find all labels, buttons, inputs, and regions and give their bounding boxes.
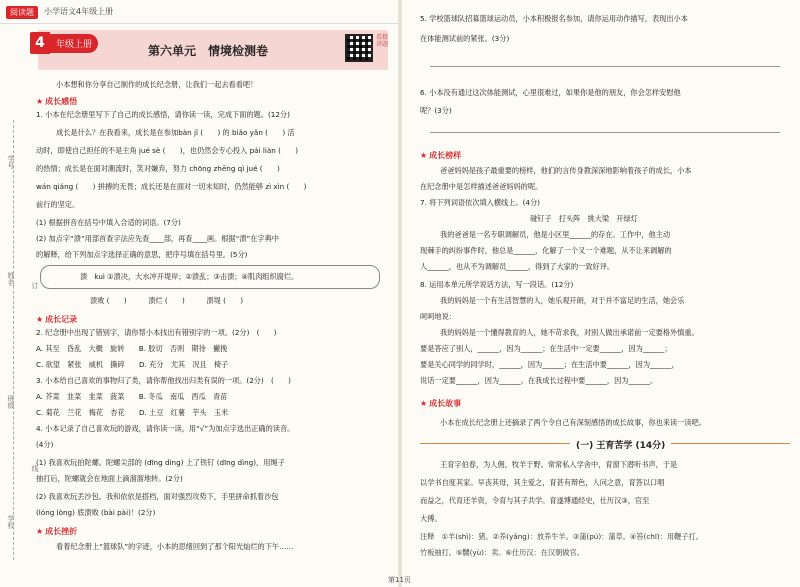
answer-blanks[interactable]: 溃败 ( ) 溃烂 ( ) 溃堤 ( ) — [90, 296, 244, 305]
question-line: (lóng lòng) 底溃败 (bài pài)！(2分) — [36, 508, 156, 517]
section-heading: ★ 成长记录 — [36, 314, 77, 325]
word-bank: 碰钉子 打头阵 挑大梁 开绿灯 — [530, 214, 638, 223]
passage-line: 呵呵地说： — [420, 312, 456, 321]
passage-line: 的热情；成长是在面对潮流时，笑对嫌弃，努力 chōng zhēng qì jué ( ) — [36, 164, 280, 173]
passage-line: 成长是什么？在我看来，成长是在参加bàn jǐ ( ) 的 biǎo yǎn ( ) 活 — [56, 128, 295, 137]
passage-line: 前行的坚定。 — [36, 200, 80, 209]
section-heading: ★ 成长挫折 — [36, 526, 77, 537]
passage-line: 在纪念册中是怎样描述爸爸妈妈的呢。 — [420, 182, 543, 191]
annotation-line: 注释 ①羊(shì)：猪。②养(yǎng)：放养牛羊。③蒲(pú)：蒲草。④笞(chī)：用鞭子打。 — [420, 532, 703, 541]
section-heading: ★ 成长故事 — [420, 398, 461, 409]
story-line: 而益之，代育还羊资，令育与其子共学。育遂博通经史，仕历汉③，官至 — [420, 496, 650, 505]
qr-code-icon[interactable] — [345, 34, 373, 62]
passage-line: 动时，即使自己担任的不是主角 jué sè ( )，也仍然会专心投入 pái liàn ( ) — [36, 146, 299, 155]
story-line: 以学书自度其家。早丧其母，其主爱之，育甚有辩色，人问之意，育答以口唱 — [420, 478, 665, 487]
passage-line: 小本在成长纪念册上还摘录了两个令自己有深刻感悟的成长故事，你也来读一读吧。 — [440, 418, 706, 427]
dictionary-entry: 溃 kuì ①溃决，大水冲开堤岸；②溃乱；③击溃；④肌肉组织腐烂。 — [80, 272, 299, 281]
question-line: 抽打后，陀螺就会在地面上滴溜溜地转。(2分) — [36, 474, 183, 483]
option-line: A. 其至 昏乱 大概 旋转 B. 胶切 否则 期待 撇挽 — [36, 344, 228, 353]
question-line: (2) 我喜欢玩丢沙包。我和依依是搭档，面对强烈攻势下，手里拼命抓着沙包 — [36, 492, 279, 501]
qr-note: 看精讲题 — [376, 34, 389, 48]
side-label-school: 学校 — [7, 515, 15, 529]
passage-line: 现棘手的纠纷事件时，他总是______，化解了一个又一个难题，从不让来调解的 — [420, 246, 672, 255]
passage-line: 说话一定要______，因为______。在我成长过程中要______，因为______。 — [420, 376, 658, 385]
passage-line: 爸爸妈妈是孩子最重要的榜样，他们的言传身教深深地影响着孩子的成长，小本 — [440, 166, 692, 175]
unit-title: 第六单元 情境检测卷 — [148, 44, 269, 58]
question-line: 2. 纪念册中出现了错别字，请你帮小本找出有错别字的一项。(2分) ( ) — [36, 328, 277, 337]
question-line: 4. 小本记录了自己喜欢玩的游戏，请你读一读，用“√”为加点字选出正确的读音。 — [36, 424, 295, 433]
answer-line[interactable] — [430, 132, 780, 133]
option-line: C. 菊花 兰花 梅花 杏花 D. 土豆 红薯 芋头 玉米 — [36, 408, 229, 417]
section-heading: ★ 成长榜样 — [420, 150, 461, 161]
story-line: 王育字伯春，为人佣，牧羊于野。常常私入学舍中，育窗下潜听书声，于是 — [440, 460, 678, 469]
passage-line: 人______，也从不为调解员______，得到了大家的一致好评。 — [420, 262, 615, 271]
section-heading: ★ 成长感悟 — [36, 96, 77, 107]
grade-number: 4 — [30, 32, 50, 54]
question-line: 7. 将下列词语依次填入横线上。(4分) — [420, 198, 540, 207]
passage-line: 我的爸爸是一名专职调解员，他是小区里______的存在。工作中，他主动 — [440, 230, 671, 239]
passage-line: wán qiáng ( ) 拼搏的无畏；成长还是在面对一切未知时，仍然能够 zì xìn ( ) — [36, 182, 307, 191]
question-line: 1. 小本在纪念册里写下了自己的成长感悟，请你读一读，完成下面的题。(12分) — [36, 110, 290, 119]
passage-line: 我的妈妈是一个懂得教育的人，她不苛求我，对别人做出承诺前一定要格外慎重。 — [440, 328, 699, 337]
question-line: 在体能测试前的紧张。(3分) — [420, 34, 510, 43]
option-line: A. 芥菜 韭菜 韭菜 菠菜 B. 冬瓜 南瓜 西瓜 青苗 — [36, 392, 228, 401]
question-line: 8. 运用本单元所学说话方法，写一段话。(12分) — [420, 280, 574, 289]
question-line: 6. 小本没有通过这次体能测试，心里很难过，如果你是他的朋友，你会怎样安慰他 — [420, 88, 681, 97]
question-line: (1) 我喜欢玩拍陀螺。陀螺尖部的 (dīng dìng) 上了铁钉 (dīng dìng)，用绳子 — [36, 458, 285, 467]
question-line: 的解释，给下列加点字选择正确的意思，把序号填在括号里。(5分) — [36, 250, 248, 259]
answer-line[interactable] — [430, 66, 780, 67]
passage-line: 我的妈妈是一个有生活智慧的人，她乐观开朗，对于并不富足的生活，她会乐 — [440, 296, 685, 305]
header-tag: 阅读题 — [6, 6, 38, 19]
question-line: (4分) — [36, 440, 54, 449]
left-page-header — [0, 0, 398, 24]
question-line: 3. 小本给自己喜欢的事物归了类，请你帮他找出归类有误的一项。(2分) ( ) — [36, 376, 291, 385]
story-line: 大傅。 — [420, 514, 442, 523]
option-line: C. 欲望 紧张 威机 撕碎 D. 充分 尤其 况且 椅子 — [36, 360, 229, 369]
question-line: (2) 加点字“溃”用部首查字法应先查____部，再查____画。根据“溃”在字典中 — [36, 234, 279, 243]
side-label-binding: 订 — [31, 282, 39, 289]
side-label-class: 班级 — [7, 395, 15, 409]
story-title: (一) 王育苦学 (14分) — [570, 438, 671, 451]
passage-line: 要是关心同学的同学时，______，因为______；在生活中要______，因为______， — [420, 360, 679, 369]
side-label-student-id: 学号 — [7, 155, 15, 169]
binding-line — [13, 120, 14, 560]
header-subtitle: 小学语文4年级上册 — [44, 7, 114, 16]
annotation-line: 竹板抽打。⑤嬲(yù)：卖。⑥仕历汉：在汉朝做官。 — [420, 548, 584, 557]
side-label-line: 线 — [31, 465, 39, 472]
question-line: (1) 根据拼音在括号中填入合适的词语。(7分) — [36, 218, 181, 227]
intro-text: 小本想和你分享自己制作的成长纪念册，让我们一起去看看吧！ — [56, 80, 258, 89]
grade-label: 年级上册 — [50, 34, 98, 53]
page-number: 第11页 — [388, 576, 411, 584]
side-label-name: 姓名 — [7, 272, 15, 286]
question-line: 呢？(3分) — [420, 106, 452, 115]
question-line: 5. 学校篮球队招募篮球运动员，小本积极报名参加，请你运用动作描写，表现出小本 — [420, 14, 688, 23]
passage-line: 看着纪念册上“篮球队”的字迹，小本的思绪回到了那个阳光灿烂的下午…… — [56, 542, 294, 551]
passage-line: 要是答应了别人，______，因为______；在生活中一定要______，因为______； — [420, 344, 672, 353]
